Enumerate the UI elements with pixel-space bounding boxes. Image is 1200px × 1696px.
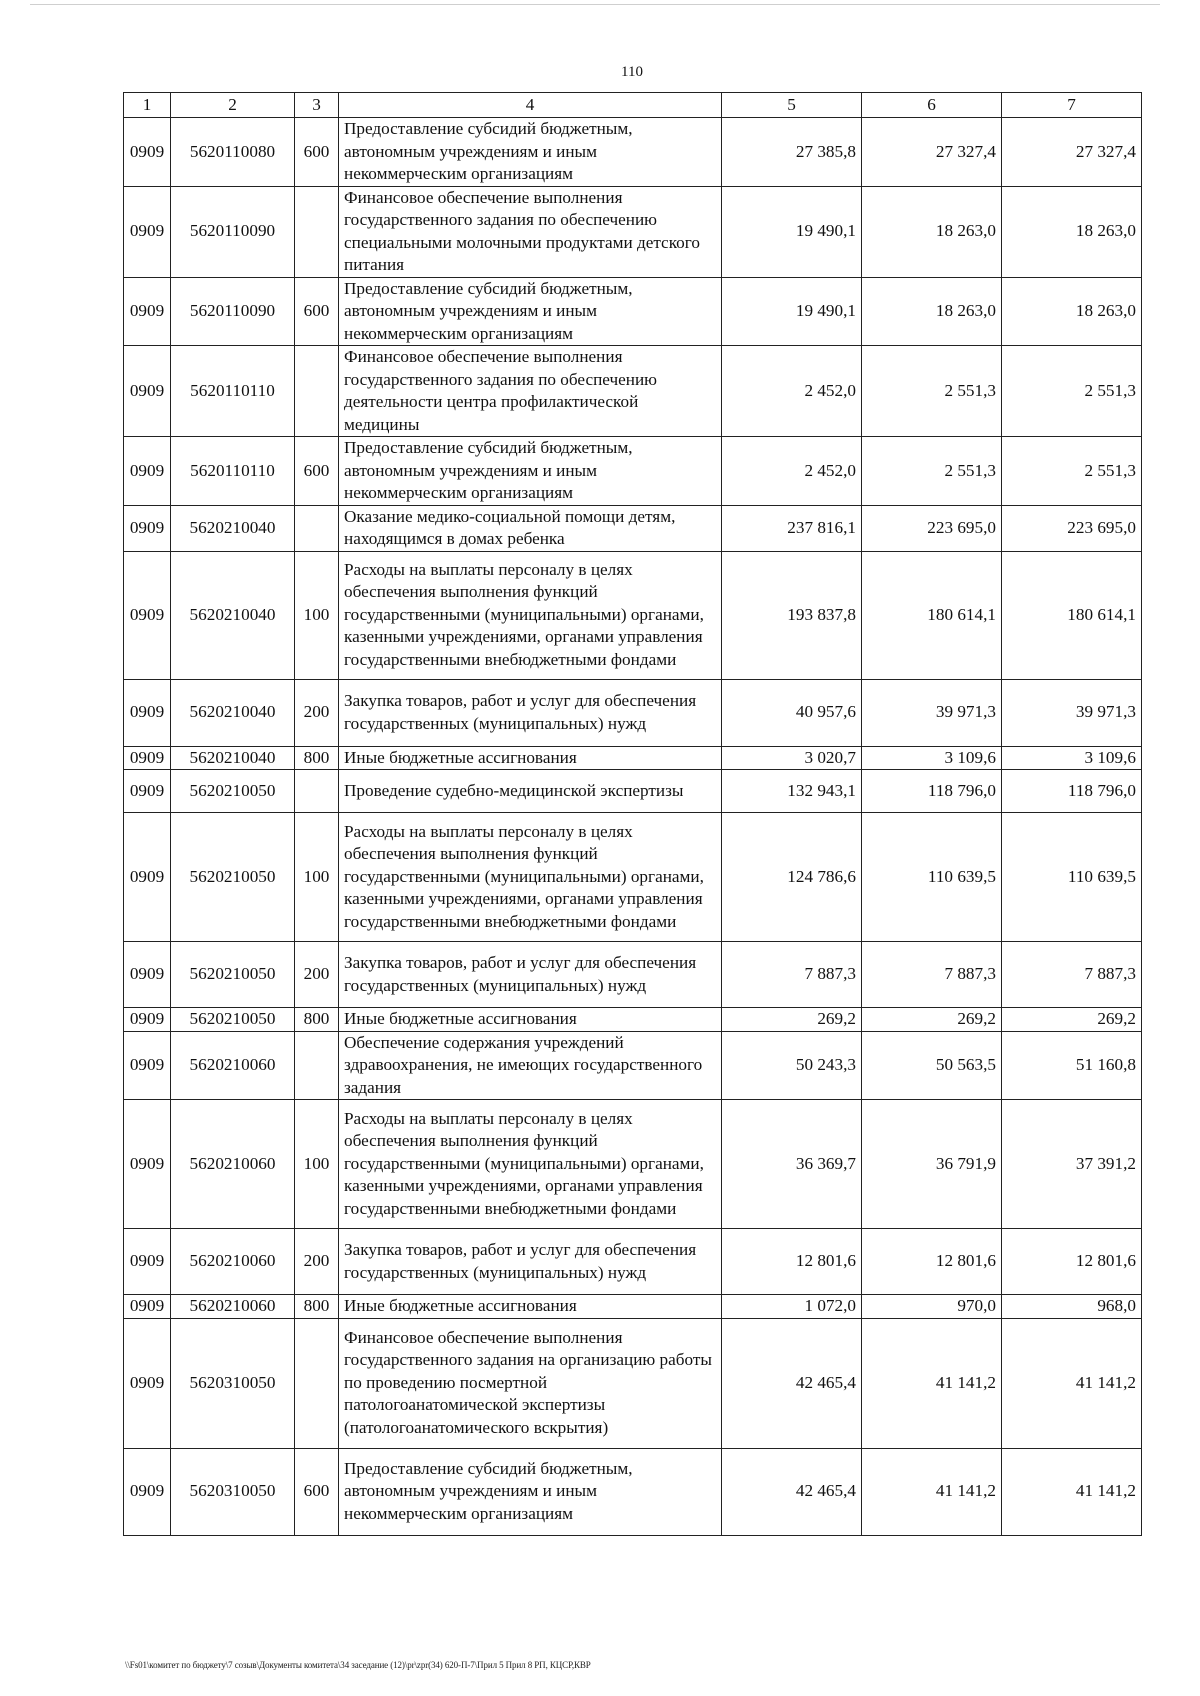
table-row (124, 679, 1142, 746)
amount-year3-cell: 51 160,8 (1002, 1031, 1142, 1100)
target-article-cell: 5620210060 (171, 1229, 295, 1295)
amount-year3-cell: 37 391,2 (1002, 1100, 1142, 1229)
description-cell: Закупка товаров, работ и услуг для обеспечения государственных (муниципальных) нужд (339, 679, 722, 746)
expense-type-cell (295, 505, 339, 551)
amount-year3-cell: 968,0 (1002, 1295, 1142, 1319)
table-row (124, 437, 1142, 506)
description-cell: Финансовое обеспечение выполнения государственного задания по обеспечению деятельности центра профилактической медицины (339, 346, 722, 437)
description-cell: Предоставление субсидий бюджетным, автономным учреждениям и иным некоммерческим организациям (339, 437, 722, 506)
target-article-cell: 5620110110 (171, 346, 295, 437)
amount-year1-cell: 42 465,4 (722, 1448, 862, 1535)
target-article-cell: 5620210040 (171, 505, 295, 551)
amount-year1-cell: 36 369,7 (722, 1100, 862, 1229)
amount-year3-cell: 2 551,3 (1002, 437, 1142, 506)
target-article-cell: 5620210040 (171, 746, 295, 770)
description-cell: Предоставление субсидий бюджетным, автономным учреждениям и иным некоммерческим организациям (339, 118, 722, 187)
amount-year3-cell: 12 801,6 (1002, 1229, 1142, 1295)
amount-year2-cell: 7 887,3 (862, 942, 1002, 1008)
section-code-cell: 0909 (124, 277, 171, 346)
amount-year2-cell: 223 695,0 (862, 505, 1002, 551)
target-article-cell: 5620210050 (171, 1008, 295, 1032)
amount-year3-cell: 7 887,3 (1002, 942, 1142, 1008)
amount-year1-cell: 3 020,7 (722, 746, 862, 770)
expense-type-cell: 100 (295, 1100, 339, 1229)
amount-year1-cell: 237 816,1 (722, 505, 862, 551)
section-code-cell: 0909 (124, 679, 171, 746)
amount-year3-cell: 18 263,0 (1002, 277, 1142, 346)
description-cell: Предоставление субсидий бюджетным, автономным учреждениям и иным некоммерческим организациям (339, 1448, 722, 1535)
description-cell: Закупка товаров, работ и услуг для обеспечения государственных (муниципальных) нужд (339, 1229, 722, 1295)
table-row (124, 118, 1142, 187)
description-cell: Финансовое обеспечение выполнения государственного задания на организацию работы по проведению посмертной патологоанатомической экспертизы (патологоанатомического вскрытия) (339, 1318, 722, 1448)
amount-year2-cell: 12 801,6 (862, 1229, 1002, 1295)
table-row (124, 813, 1142, 942)
description-cell: Финансовое обеспечение выполнения государственного задания по обеспечению специальными молочными продуктами детского питания (339, 186, 722, 277)
target-article-cell: 5620310050 (171, 1318, 295, 1448)
section-code-cell: 0909 (124, 813, 171, 942)
column-header: 1 (124, 93, 171, 118)
section-code-cell: 0909 (124, 746, 171, 770)
column-header: 6 (862, 93, 1002, 118)
amount-year1-cell: 12 801,6 (722, 1229, 862, 1295)
amount-year1-cell: 42 465,4 (722, 1318, 862, 1448)
amount-year1-cell: 2 452,0 (722, 437, 862, 506)
amount-year1-cell: 19 490,1 (722, 277, 862, 346)
amount-year2-cell: 50 563,5 (862, 1031, 1002, 1100)
expense-type-cell: 600 (295, 118, 339, 187)
description-cell: Проведение судебно-медицинской экспертизы (339, 770, 722, 813)
section-code-cell: 0909 (124, 1318, 171, 1448)
description-cell: Расходы на выплаты персоналу в целях обеспечения выполнения функций государственными (муниципальными) органами, казенными учреждениями, органами управления государственными внебюджетными фондами (339, 813, 722, 942)
amount-year3-cell: 41 141,2 (1002, 1448, 1142, 1535)
amount-year2-cell: 110 639,5 (862, 813, 1002, 942)
amount-year2-cell: 2 551,3 (862, 437, 1002, 506)
section-code-cell: 0909 (124, 437, 171, 506)
amount-year2-cell: 2 551,3 (862, 346, 1002, 437)
amount-year2-cell: 36 791,9 (862, 1100, 1002, 1229)
table-header-row (124, 93, 1142, 118)
section-code-cell: 0909 (124, 770, 171, 813)
description-cell: Оказание медико-социальной помощи детям, находящимся в домах ребенка (339, 505, 722, 551)
target-article-cell: 5620110090 (171, 277, 295, 346)
amount-year1-cell: 269,2 (722, 1008, 862, 1032)
column-header: 5 (722, 93, 862, 118)
amount-year2-cell: 118 796,0 (862, 770, 1002, 813)
table-row (124, 1008, 1142, 1032)
table-row (124, 770, 1142, 813)
amount-year1-cell: 40 957,6 (722, 679, 862, 746)
target-article-cell: 5620210050 (171, 942, 295, 1008)
column-header: 2 (171, 93, 295, 118)
target-article-cell: 5620210050 (171, 813, 295, 942)
table-row (124, 1100, 1142, 1229)
target-article-cell: 5620210040 (171, 551, 295, 679)
table-row (124, 1229, 1142, 1295)
amount-year2-cell: 41 141,2 (862, 1448, 1002, 1535)
amount-year2-cell: 18 263,0 (862, 186, 1002, 277)
table-row (124, 1295, 1142, 1319)
amount-year1-cell: 193 837,8 (722, 551, 862, 679)
amount-year1-cell: 50 243,3 (722, 1031, 862, 1100)
expense-type-cell (295, 1318, 339, 1448)
table-row (124, 505, 1142, 551)
page-number: 110 (621, 64, 643, 80)
expense-type-cell: 100 (295, 813, 339, 942)
target-article-cell: 5620210060 (171, 1295, 295, 1319)
section-code-cell: 0909 (124, 118, 171, 187)
amount-year2-cell: 3 109,6 (862, 746, 1002, 770)
amount-year3-cell: 18 263,0 (1002, 186, 1142, 277)
expense-type-cell: 800 (295, 1295, 339, 1319)
amount-year2-cell: 970,0 (862, 1295, 1002, 1319)
column-header: 3 (295, 93, 339, 118)
expense-type-cell: 200 (295, 1229, 339, 1295)
description-cell: Предоставление субсидий бюджетным, автономным учреждениям и иным некоммерческим организациям (339, 277, 722, 346)
amount-year1-cell: 1 072,0 (722, 1295, 862, 1319)
expense-type-cell: 600 (295, 277, 339, 346)
table-row (124, 746, 1142, 770)
expense-type-cell: 600 (295, 437, 339, 506)
amount-year3-cell: 3 109,6 (1002, 746, 1142, 770)
section-code-cell: 0909 (124, 942, 171, 1008)
description-cell: Иные бюджетные ассигнования (339, 1295, 722, 1319)
amount-year3-cell: 223 695,0 (1002, 505, 1142, 551)
section-code-cell: 0909 (124, 186, 171, 277)
target-article-cell: 5620210040 (171, 679, 295, 746)
amount-year3-cell: 269,2 (1002, 1008, 1142, 1032)
column-header: 4 (339, 93, 722, 118)
target-article-cell: 5620210060 (171, 1100, 295, 1229)
amount-year3-cell: 118 796,0 (1002, 770, 1142, 813)
amount-year3-cell: 39 971,3 (1002, 679, 1142, 746)
expense-type-cell (295, 770, 339, 813)
section-code-cell: 0909 (124, 505, 171, 551)
amount-year1-cell: 2 452,0 (722, 346, 862, 437)
section-code-cell: 0909 (124, 1031, 171, 1100)
amount-year3-cell: 2 551,3 (1002, 346, 1142, 437)
target-article-cell: 5620210050 (171, 770, 295, 813)
amount-year3-cell: 41 141,2 (1002, 1318, 1142, 1448)
table-row (124, 186, 1142, 277)
expense-type-cell: 600 (295, 1448, 339, 1535)
amount-year2-cell: 39 971,3 (862, 679, 1002, 746)
amount-year2-cell: 27 327,4 (862, 118, 1002, 187)
expense-type-cell (295, 186, 339, 277)
description-cell: Иные бюджетные ассигнования (339, 1008, 722, 1032)
expense-type-cell: 200 (295, 679, 339, 746)
amount-year1-cell: 124 786,6 (722, 813, 862, 942)
target-article-cell: 5620110110 (171, 437, 295, 506)
section-code-cell: 0909 (124, 551, 171, 679)
description-cell: Иные бюджетные ассигнования (339, 746, 722, 770)
target-article-cell: 5620310050 (171, 1448, 295, 1535)
expense-type-cell: 800 (295, 1008, 339, 1032)
table-row (124, 346, 1142, 437)
section-code-cell: 0909 (124, 1448, 171, 1535)
description-cell: Расходы на выплаты персоналу в целях обеспечения выполнения функций государственными (муниципальными) органами, казенными учреждениями, органами управления государственными внебюджетными фондами (339, 551, 722, 679)
table-row (124, 1318, 1142, 1448)
amount-year3-cell: 180 614,1 (1002, 551, 1142, 679)
amount-year1-cell: 7 887,3 (722, 942, 862, 1008)
expense-type-cell: 200 (295, 942, 339, 1008)
amount-year2-cell: 269,2 (862, 1008, 1002, 1032)
column-header: 7 (1002, 93, 1142, 118)
amount-year3-cell: 110 639,5 (1002, 813, 1142, 942)
table-row (124, 1448, 1142, 1535)
description-cell: Закупка товаров, работ и услуг для обеспечения государственных (муниципальных) нужд (339, 942, 722, 1008)
expense-type-cell (295, 1031, 339, 1100)
table-row (124, 942, 1142, 1008)
amount-year1-cell: 19 490,1 (722, 186, 862, 277)
table-row (124, 551, 1142, 679)
amount-year1-cell: 132 943,1 (722, 770, 862, 813)
section-code-cell: 0909 (124, 1229, 171, 1295)
target-article-cell: 5620110080 (171, 118, 295, 187)
amount-year2-cell: 18 263,0 (862, 277, 1002, 346)
top-scan-line (30, 4, 1160, 5)
footer-file-path: \\Fs01\комитет по бюджету\7 созыв\Документы комитета\34 заседание (12)\pr\zpr(34) 620-П-7\Прил 5 Прил 8 РП, КЦСР,КВР (125, 1660, 591, 1670)
section-code-cell: 0909 (124, 1008, 171, 1032)
expense-type-cell (295, 346, 339, 437)
expense-type-cell: 100 (295, 551, 339, 679)
section-code-cell: 0909 (124, 1100, 171, 1229)
amount-year2-cell: 41 141,2 (862, 1318, 1002, 1448)
expense-type-cell: 800 (295, 746, 339, 770)
target-article-cell: 5620210060 (171, 1031, 295, 1100)
amount-year2-cell: 180 614,1 (862, 551, 1002, 679)
table-row (124, 1031, 1142, 1100)
amount-year3-cell: 27 327,4 (1002, 118, 1142, 187)
section-code-cell: 0909 (124, 1295, 171, 1319)
section-code-cell: 0909 (124, 346, 171, 437)
description-cell: Обеспечение содержания учреждений здравоохранения, не имеющих государственного задания (339, 1031, 722, 1100)
budget-table (123, 92, 1142, 1536)
target-article-cell: 5620110090 (171, 186, 295, 277)
description-cell: Расходы на выплаты персоналу в целях обеспечения выполнения функций государственными (муниципальными) органами, казенными учреждениями, органами управления государственными внебюджетными фондами (339, 1100, 722, 1229)
amount-year1-cell: 27 385,8 (722, 118, 862, 187)
table-row (124, 277, 1142, 346)
